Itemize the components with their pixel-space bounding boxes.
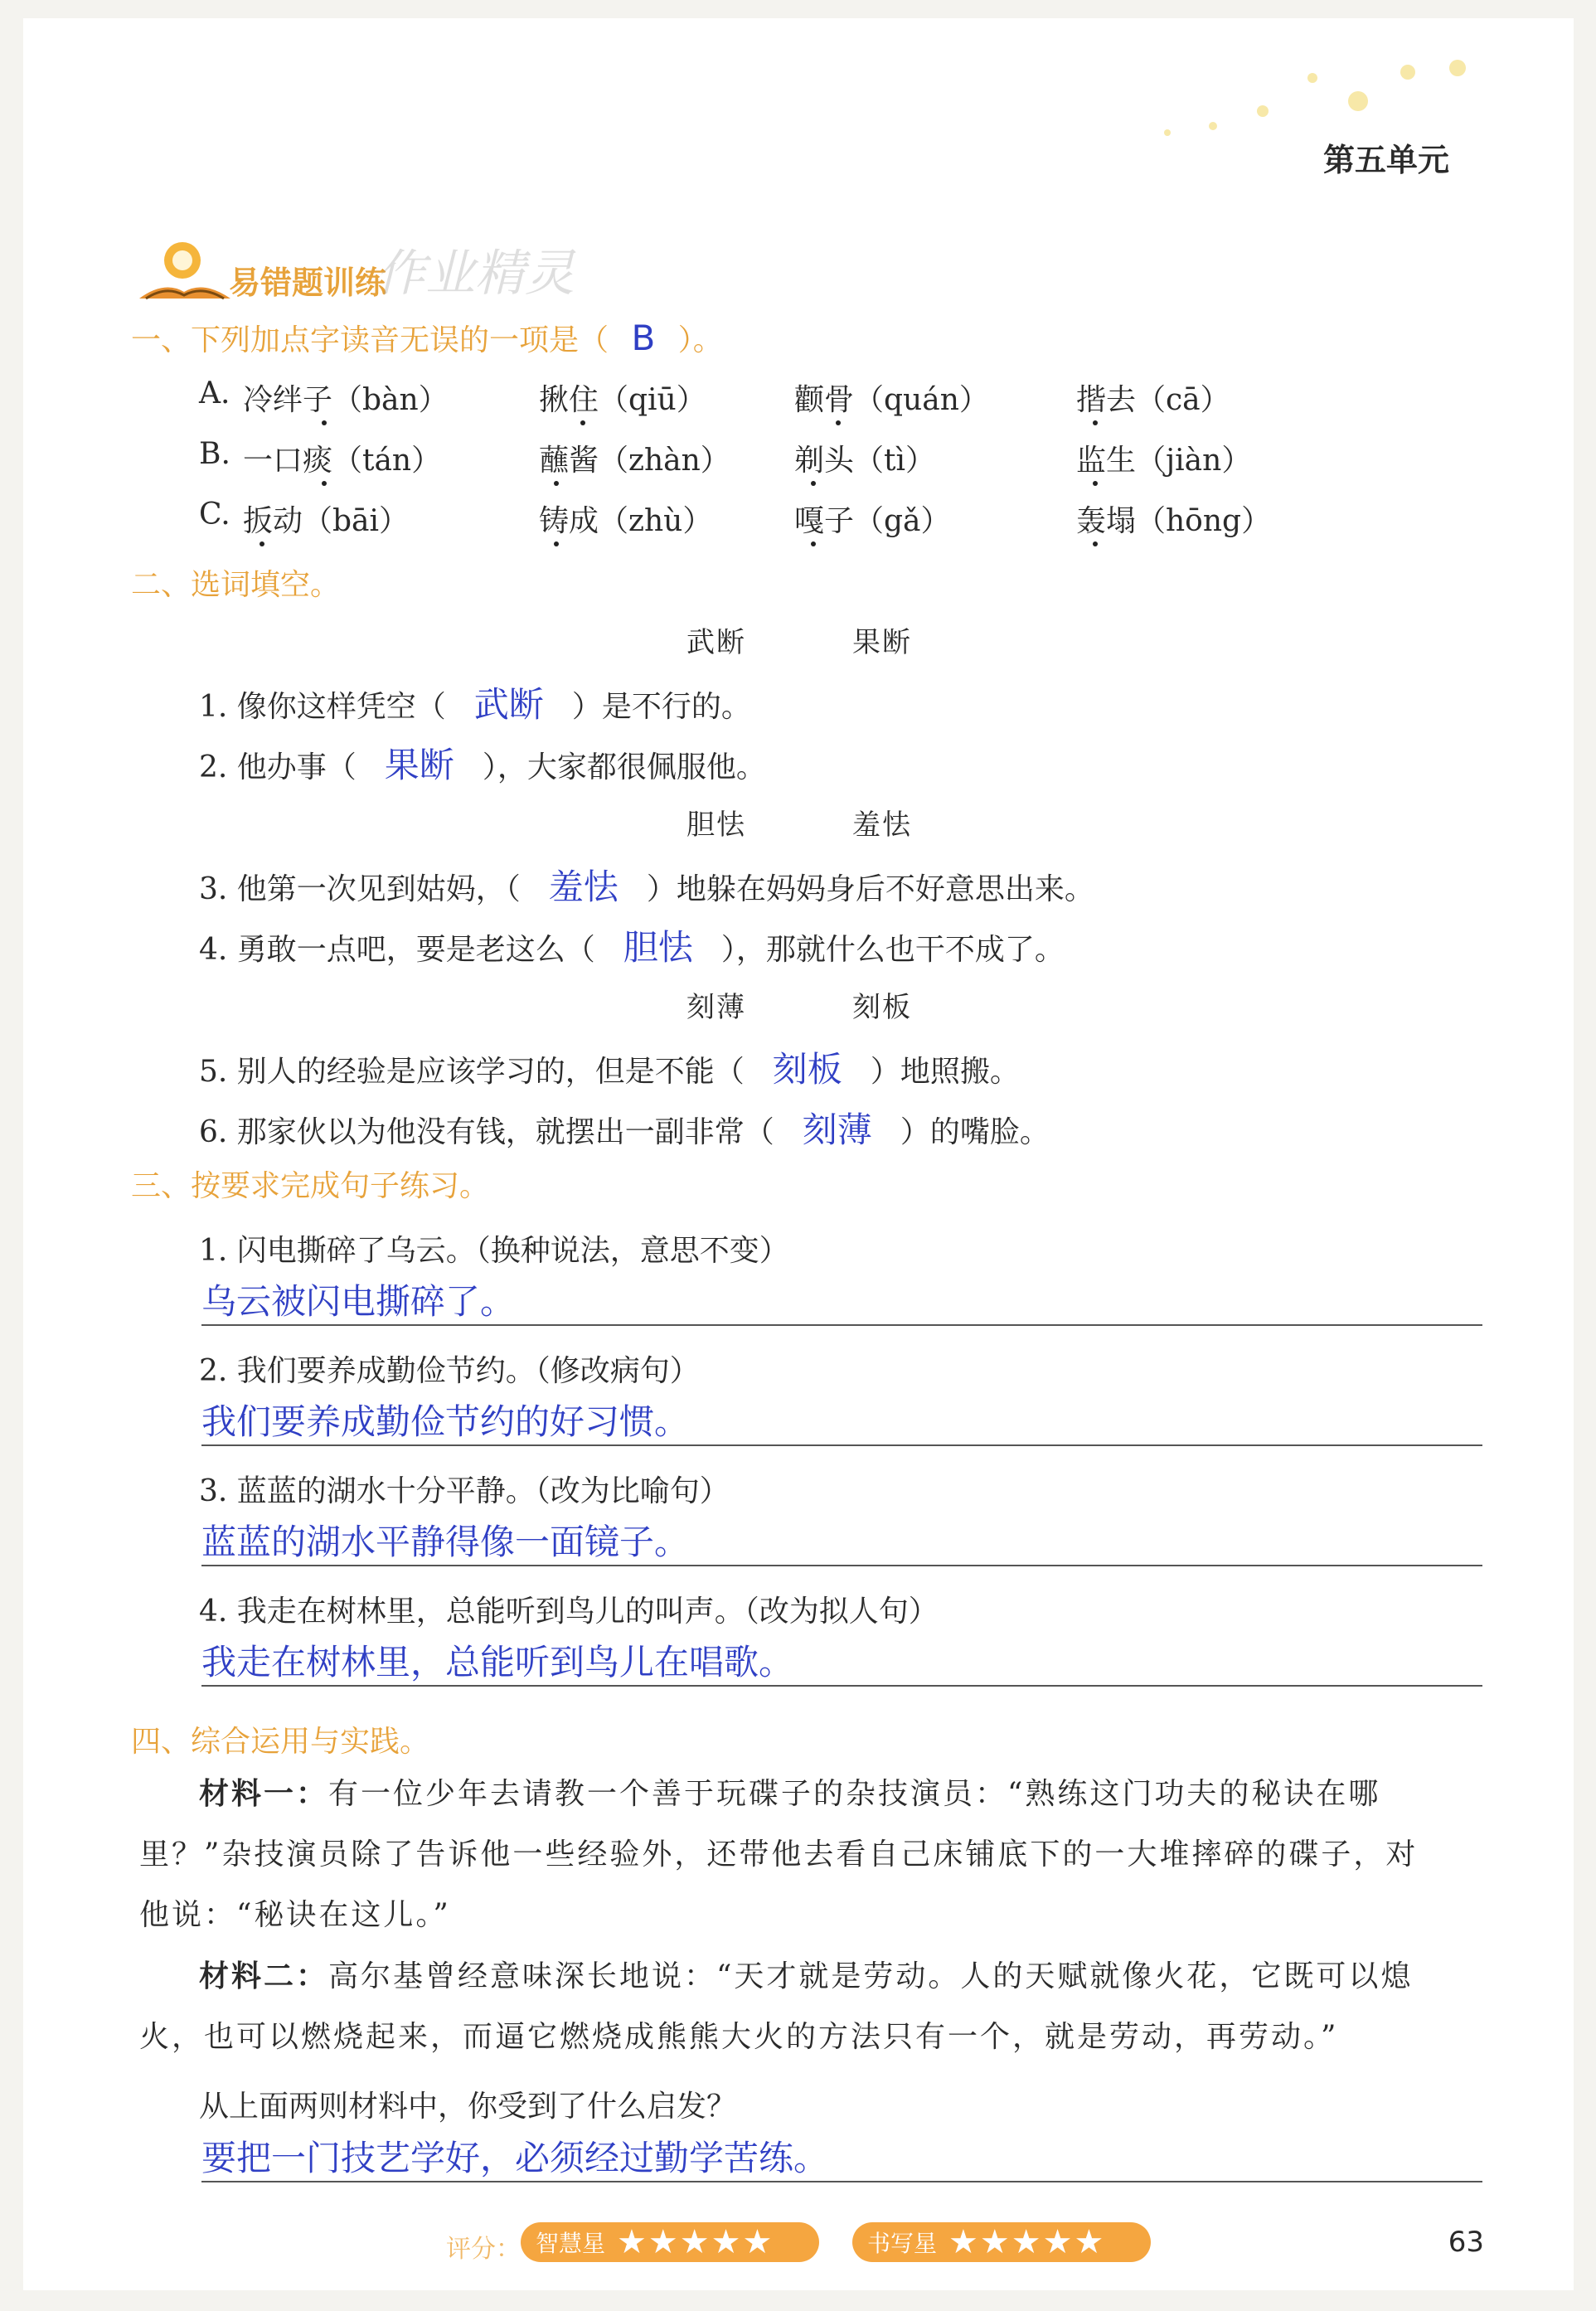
q1-title <box>131 317 723 359</box>
q2-group1-word1: 武断 <box>686 626 746 659</box>
wisdom-star-label: 智慧星 <box>536 2230 606 2257</box>
q1-a-3: 颧骨（quán） <box>794 383 989 417</box>
q2-item-2-post: ），大家都很佩服他。 <box>482 750 766 784</box>
q1-b-1: 一口痰（tán） <box>243 444 442 478</box>
banner-title: 易错题训练 <box>229 265 387 301</box>
emphasis-dot <box>811 541 816 546</box>
q1-answer: B <box>631 318 656 358</box>
q3-item-4-answer: 我走在树林里，总能听到鸟儿在唱歌。 <box>201 1642 794 1682</box>
q1-c-2: 铸成（zhù） <box>539 504 713 538</box>
q2-item-2 <box>199 738 766 788</box>
q2-item-2-answer: 果断 <box>384 745 454 785</box>
material-two-line1: 高尔基曾经意味深长地说：“天才就是劳动。人的天赋就像火花，它既可以熄 <box>328 1959 1414 1993</box>
q1-c-3: 嘎子（gǎ） <box>794 504 951 538</box>
emphasis-dot <box>811 481 816 486</box>
material-one-line1: 有一位少年去请教一个善于玩碟子的杂技演员：“熟练这门功夫的秘诀在哪 <box>328 1777 1381 1811</box>
q1-b-2: 蘸酱（zhàn） <box>539 444 730 478</box>
page <box>23 18 1574 2290</box>
answer-underline <box>201 2181 1482 2182</box>
emphasis-dot <box>322 481 327 486</box>
q2-group2-word1: 胆怯 <box>686 808 746 842</box>
q1-row-c-label: C. <box>199 498 230 532</box>
q2-item-6-post: ）的嘴脸。 <box>900 1115 1050 1149</box>
watermark: 作业精灵 <box>376 245 575 303</box>
emphasis-dot <box>580 420 585 425</box>
q1-b-4: 监生（jiàn） <box>1076 444 1252 478</box>
q2-item-5-answer: 刻板 <box>772 1049 842 1090</box>
answer-underline <box>201 1685 1482 1687</box>
section-banner <box>131 234 628 308</box>
q4-question: 从上面两则材料中，你受到了什么启发？ <box>199 2090 737 2124</box>
q1-a-1: 冷绊子（bàn） <box>243 383 449 417</box>
material-two-label: 材料二： <box>199 1959 329 1993</box>
emphasis-dot <box>1093 481 1098 486</box>
q2-item-1-pre: 1. 像你这样凭空（ <box>199 690 446 724</box>
book-sun-icon <box>131 234 239 308</box>
emphasis-dot <box>322 420 327 425</box>
q1-row-b-label: B. <box>199 437 230 471</box>
q2-item-1-answer: 武断 <box>473 684 544 725</box>
q3-item-3-question: 3. 蓝蓝的湖水十分平静。（改为比喻句） <box>199 1474 730 1508</box>
emphasis-dot <box>836 420 841 425</box>
q2-item-4-post: ），那就什么也干不成了。 <box>720 933 1065 967</box>
q2-item-6-pre: 6. 那家伙以为他没有钱，就摆出一副非常（ <box>199 1115 774 1149</box>
q2-item-1-post: ）是不行的。 <box>571 690 751 724</box>
material-one-line3: 他说：“秘诀在这儿。” <box>139 1898 451 1932</box>
q2-item-6 <box>199 1103 1050 1153</box>
emphasis-dot <box>260 541 264 546</box>
answer-underline <box>201 1324 1482 1326</box>
writing-stars-icon: ★★★★★ <box>948 2223 1106 2261</box>
q2-item-5-post: ）地照搬。 <box>870 1055 1020 1089</box>
unit-label: 第五单元 <box>1322 142 1449 178</box>
q2-item-3-pre: 3. 他第一次见到姑妈，（ <box>199 872 521 906</box>
q2-item-3-answer: 羞怯 <box>548 867 619 907</box>
q3-item-4-question: 4. 我走在树林里，总能听到鸟儿的叫声。（改为拟人句） <box>199 1595 939 1629</box>
q2-group3-word2: 刻板 <box>852 991 912 1024</box>
material-two <box>139 1946 1487 2067</box>
q2-item-3-post: ）地躲在妈妈身后不好意思出来。 <box>646 872 1094 906</box>
writing-star-pill <box>852 2222 1151 2262</box>
q2-item-5 <box>199 1042 1020 1092</box>
q1-title-post: ）。 <box>677 323 723 357</box>
q2-item-4-pre: 4. 勇敢一点吧，要是老这么（ <box>199 933 595 967</box>
q2-item-2-pre: 2. 他办事（ <box>199 750 357 784</box>
material-one-label: 材料一： <box>199 1776 329 1811</box>
answer-underline <box>201 1565 1482 1566</box>
q2-item-3 <box>199 860 1094 910</box>
q1-title-pre: 一、下列加点字读音无误的一项是（ <box>131 323 609 357</box>
q4-title: 四、综合运用与实践。 <box>131 1725 430 1759</box>
page-number: 63 <box>1448 2226 1484 2259</box>
q4-answer: 要把一门技艺学好，必须经过勤学苦练。 <box>201 2138 829 2178</box>
material-two-line2: 火，也可以燃烧起来，而逼它燃烧成熊熊大火的方法只有一个，就是劳动，再劳动。” <box>139 2020 1339 2054</box>
q1-b-3: 剃头（tì） <box>794 444 935 478</box>
emphasis-dot <box>554 481 559 486</box>
q2-item-1 <box>199 677 751 727</box>
score-label: 评分： <box>446 2235 521 2264</box>
q2-item-4-answer: 胆怯 <box>623 927 693 968</box>
q2-item-5-pre: 5. 别人的经验是应该学习的，但是不能（ <box>199 1055 745 1089</box>
q3-item-2-answer: 我们要养成勤俭节约的好习惯。 <box>201 1401 690 1442</box>
q3-title: 三、按要求完成句子练习。 <box>131 1169 490 1203</box>
q1-c-1: 扳动（bāi） <box>243 504 410 538</box>
q2-item-6-answer: 刻薄 <box>802 1109 872 1150</box>
q3-item-1-question: 1. 闪电撕碎了乌云。（换种说法，意思不变） <box>199 1234 789 1268</box>
q1-a-2: 揪住（qiū） <box>539 383 706 417</box>
wisdom-star-pill <box>521 2222 819 2262</box>
q2-group1-word2: 果断 <box>852 626 912 659</box>
sparkle-decoration <box>1134 35 1482 143</box>
material-one-line2: 里？”杂技演员除了告诉他一些经验外，还带他去看自己床铺底下的一大堆摔碎的碟子，对 <box>139 1838 1419 1872</box>
q1-a-4: 揩去（cā） <box>1076 383 1230 417</box>
emphasis-dot <box>554 541 559 546</box>
material-one <box>139 1764 1487 1945</box>
wisdom-stars-icon: ★★★★★ <box>617 2223 774 2261</box>
q1-c-4: 轰塌（hōng） <box>1076 504 1272 538</box>
q2-item-4 <box>199 920 1065 970</box>
q2-title: 二、选词填空。 <box>131 568 341 602</box>
q2-group2-word2: 羞怯 <box>852 808 912 842</box>
q3-item-3-answer: 蓝蓝的湖水平静得像一面镜子。 <box>201 1522 690 1562</box>
emphasis-dot <box>1093 541 1098 546</box>
answer-underline <box>201 1444 1482 1446</box>
q3-item-2-question: 2. 我们要养成勤俭节约。（修改病句） <box>199 1354 700 1388</box>
writing-star-label: 书写星 <box>867 2230 938 2257</box>
q1-row-a-label: A. <box>199 376 230 410</box>
q2-group3-word1: 刻薄 <box>686 991 746 1024</box>
q3-item-1-answer: 乌云被闪电撕碎了。 <box>201 1281 516 1322</box>
emphasis-dot <box>1093 420 1098 425</box>
